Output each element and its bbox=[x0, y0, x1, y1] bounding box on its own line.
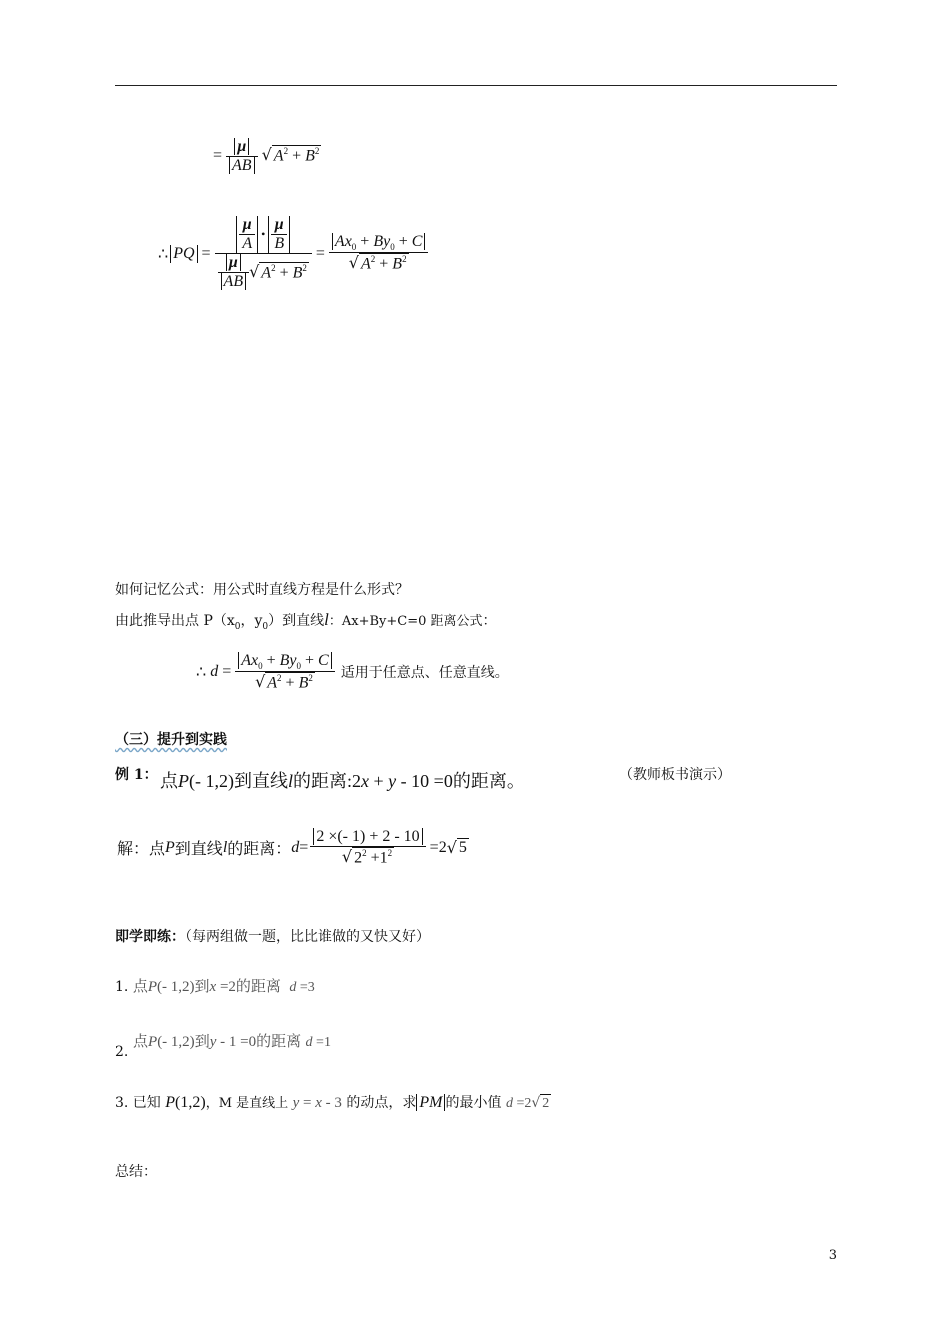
question-2-num: 2. bbox=[115, 1044, 129, 1060]
solution: 解：点 P 到直线 l 的距离： d = 2 ×(- 1) + 2 - 10 √ $2^2 +1^2$ =2 √ 5 bbox=[117, 828, 467, 867]
header-rule bbox=[115, 85, 837, 86]
example-note: （教师板书演示） bbox=[619, 767, 731, 783]
formula-3: ∴ d = $Ax_0 + By_0 + C$ √ $A^2 + B^2$ 适用于任意点、任意直线。 bbox=[196, 652, 509, 692]
example-label: 例 1： bbox=[115, 767, 158, 783]
formula-1: = $\frac{\mu}{AB}$ √ $A^2 + B^2$ bbox=[213, 138, 320, 174]
question-2-text: 点P(- 1,2)到y - 1 =0的距离 d =1 bbox=[133, 1034, 331, 1050]
question-line: 如何记忆公式：用公式时直线方程是什么形式？ bbox=[115, 582, 409, 598]
formula-2: ∴ PQ = $\frac{\mu}{A}$ • $\frac{\mu}{B}$ $\frac{\mu}{AB}$ √ $A^2 + B^2$ = $Ax_0 + By_0 + C$ √ $A^2 + B^2$ bbox=[158, 216, 428, 291]
page-number: 3 bbox=[828, 1248, 837, 1263]
question-3: 3. 已知 P(1,2)，M 是直线上 y = x - 3 的动点，求 PM 的最小值 d =2 √ 2 bbox=[115, 1094, 550, 1111]
practice-title: 即学即练：（每两组做一题，比比谁做的又快又好） bbox=[115, 929, 430, 945]
example-text: 点P(- 1,2)到直线l的距离:2x + y - 10 =0的距离。 bbox=[160, 771, 525, 791]
derive-line: 由此推导出点 $P(x_0$，$y_0$）到直线l：Ax+By+C=0 距离公式： bbox=[115, 610, 497, 632]
question-1: 1. 点P(- 1,2)到x =2的距离 d =3 bbox=[115, 979, 315, 995]
summary-label: 总结： bbox=[115, 1164, 157, 1180]
section-title: （三）提升到实践 bbox=[115, 732, 227, 748]
